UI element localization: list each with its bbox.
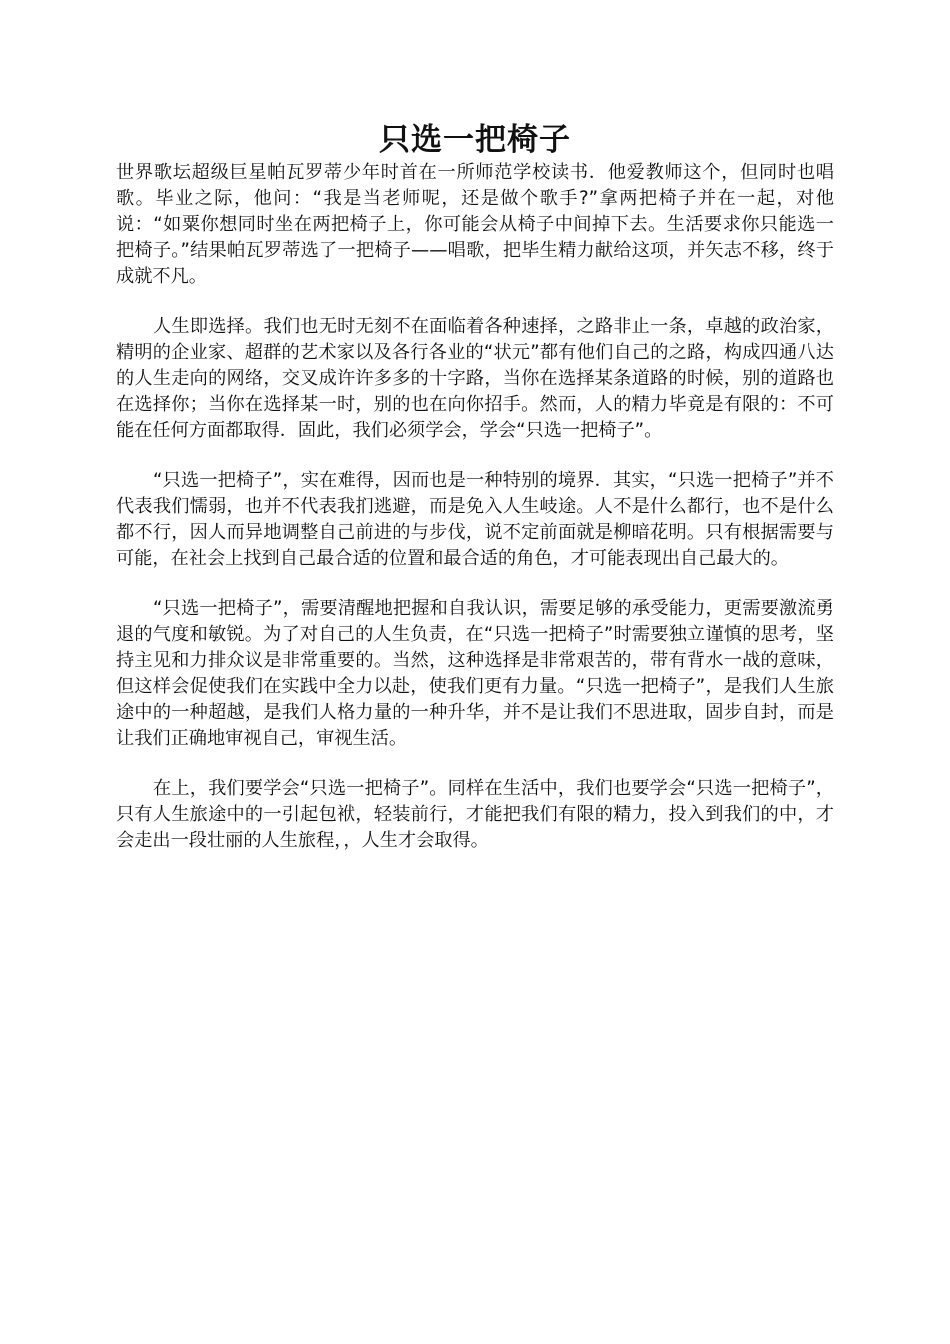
paragraph-4: “只选一把椅子”，需要清醒地把握和自我认识，需要足够的承受能力，更需要激流勇退的气度和敏锐。为了对自己的人生负责，在“只选一把椅子”时需要独立谨慎的思考，坚持主见和力排众议是非常重要的。当然，这种选择是非常艰苦的，带有背水一战的意味，但这样会促使我们在实践中全力以赴，使我们更有力量。“只选一把椅子”，是我们人生旅途中的一种超越，是我们人格力量的一种升华，并不是让我们不思进取，固步自封，而是让我们正确地审视自己，审视生活。 (116, 598, 834, 749)
paragraph-5: 在上，我们要学会“只选一把椅子”。同样在生活中，我们也要学会“只选一把椅子”，只有人生旅途中的一引起包袱，轻装前行，才能把我们有限的精力，投入到我们的中，才会走出一段壮丽的人生旅程，，人生才会取得。 (116, 778, 834, 851)
document-body (116, 160, 834, 878)
document-title: 只选一把椅子 (379, 122, 571, 158)
paragraph-1: 世界歌坛超级巨星帕瓦罗蒂少年时首在一所师范学校读书．他爱教师这个，但同时也唱歌。毕业之际，他问：“我是当老师呢，还是做个歌手?”拿两把椅子并在一起，对他说：“如粟你想同时坐在两把椅子上，你可能会从椅子中间掉下去。生活要求你只能选一把椅子。”结果帕瓦罗蒂选了一把椅子——唱歌，把毕生精力献给这项，并矢志不移，终于成就不凡。 (116, 162, 834, 287)
paragraph-3: “只选一把椅子”，实在难得，因而也是一种特别的境界．其实，“只选一把椅子”并不代表我们懦弱，也并不代表我扪逃避，而是免入人生岐途。人不是什么都行，也不是什么都不行，因人而异地调整自己前进的与步伐，说不定前面就是柳暗花明。只有根据需要与可能，在社会上找到自己最合适的位置和最合适的角色，才可能表现出自己最大的。 (116, 470, 834, 569)
paragraph-2: 人生即选择。我们也无时无刻不在面临着各种速择，之路非止一条，卓越的政治家，精明的企业家、超群的艺术家以及各行各业的“状元”都有他们自己的之路，构成四通八达的人生走向的网络，交叉成许许多多的十字路，当你在选择某条道路的时候，别的道路也在选择你；当你在选择某一时，别的也在向你招手。然而，人的精力毕竟是有限的：不可能在任何方面都取得．固此，我们必须学会，学会“只选一把椅子”。 (116, 316, 834, 441)
